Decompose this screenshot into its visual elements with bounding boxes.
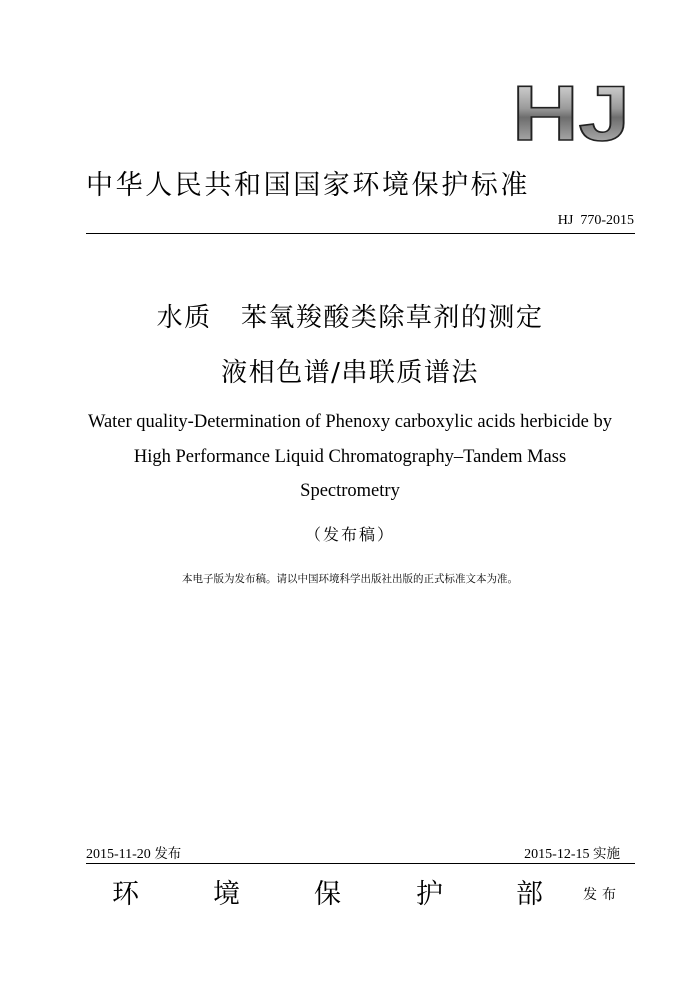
title-en xyxy=(60,405,640,509)
standard-name: 中华人民共和国国家环境保护标准 xyxy=(86,170,530,201)
publisher xyxy=(0,872,700,912)
top-divider xyxy=(86,233,635,234)
publisher-char: 环 xyxy=(112,879,139,910)
issue-date-label: 发布 xyxy=(154,846,182,862)
draft-label: （发布稿） xyxy=(304,525,395,544)
publisher-char: 护 xyxy=(416,879,443,910)
hj-logo xyxy=(512,80,632,146)
publisher-char: 保 xyxy=(314,879,341,910)
title-en-line1: Water quality-Determination of Phenoxy carboxylic acids herbicide by xyxy=(87,412,613,432)
publisher-char: 部 xyxy=(516,879,543,910)
implement-date-label: 实施 xyxy=(593,846,620,862)
publisher-label: 发布 xyxy=(583,887,621,903)
issue-date-value: 2015-11-20 xyxy=(86,847,151,862)
publisher-char: 境 xyxy=(213,879,240,910)
bottom-divider xyxy=(86,863,635,864)
title-en-line3: Spectrometry xyxy=(300,481,400,501)
title-cn-line2: 液相色谱/串联质谱法 xyxy=(221,358,479,388)
title-en-line2: High Performance Liquid Chromatography–Tandem Mass xyxy=(133,446,567,467)
standard-code: HJ 770-2015 xyxy=(557,213,634,228)
hj-logo-text: HJ xyxy=(512,80,630,146)
issue-date xyxy=(86,842,181,863)
edition-note: 本电子版为发布稿。请以中国环境科学出版社出版的正式标准文本为准。 xyxy=(182,573,518,585)
title-cn-line1: 水质 苯氧羧酸类除草剂的测定 xyxy=(156,303,544,333)
implement-date xyxy=(524,842,620,863)
implement-date-value: 2015-12-15 xyxy=(524,847,590,862)
